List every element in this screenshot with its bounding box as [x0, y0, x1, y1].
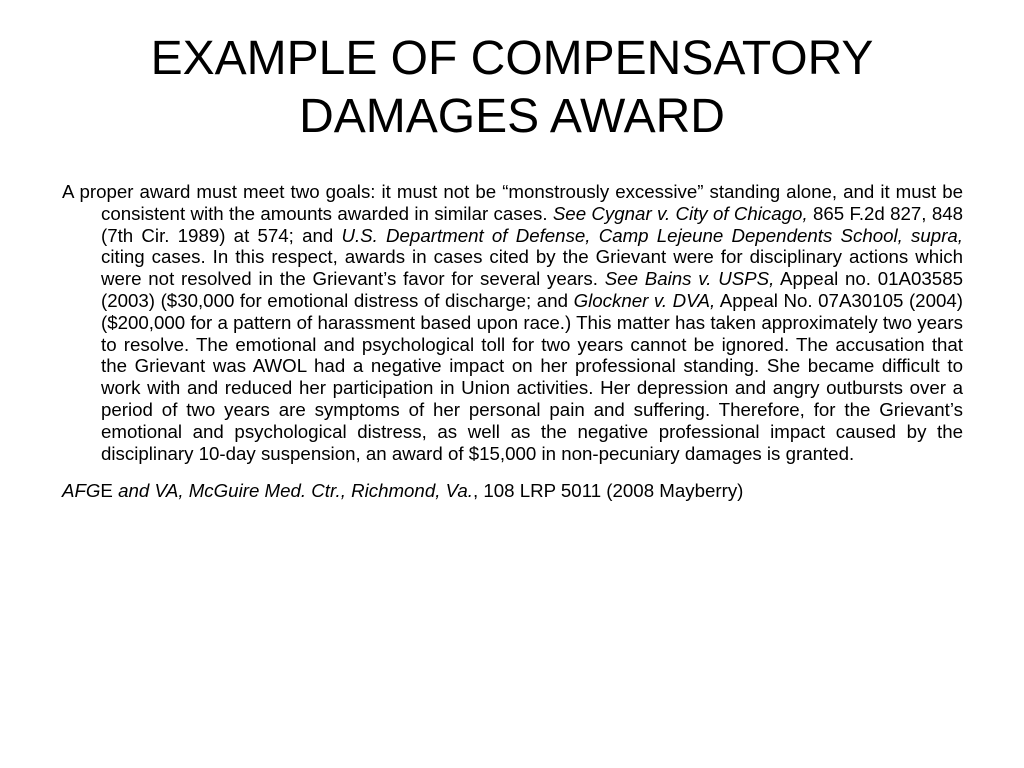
camp-lejeune-text: citing cases. In this respect, awards in cases cited by the Grievant were for disciplinary actions which were not resolved in the Grievant’s favor for several years. [101, 246, 963, 290]
slide-body [62, 181, 963, 502]
citation-ctr: tr., R [324, 480, 365, 502]
source-citation [62, 480, 963, 502]
citation-va-mcguire: and VA, McGuire Med. C [112, 480, 325, 502]
slide-title: EXAMPLE OF COMPENSATORY DAMAGES AWARD [150, 32, 874, 143]
case-glockner: Glockner v. DVA, [573, 289, 716, 311]
citation-afge: AFG [62, 480, 101, 502]
bains-text: Appeal no. 01A03585 (2003) ($30,000 for emotional distress of discharge; and [101, 268, 963, 311]
paragraph-sentence-1: A proper award must meet two goals: it must not be “monstrously excessive” standing alone, and it must be consistent with the amounts awarded in similar cases. [62, 181, 963, 224]
see-signal: See [552, 202, 587, 224]
case-cygnar: Cygnar v. City of Chicago, [586, 202, 808, 224]
citation-richmond: ichmond, Va. [364, 480, 473, 502]
glockner-text: Appeal No. 07A30105 (2004) ($200,000 for a pattern of harassment based upon race.) This matter has taken approximately two years to resolve. The emotional and psychological toll for two years cannot be ignored. The accusation that the Grievant was AWOL had a negative impact on her professional standing. She became difficult to work with and reduced her participation in Union activities. Her depression and angry outbursts over a period of two years are symptoms of her personal pain and suffering. Therefore, for the Grievant’s emotional and psychological distress, as well as the negative professional impact caused by the disciplinary 10-day suspension, an award of $15,000 in non-pecuniary damages is granted. [101, 289, 963, 464]
citation-e: E [100, 480, 113, 502]
case-bains: See Bains v. USPS, [604, 268, 775, 290]
citation-reporter: , 108 LRP 5011 (2008 Mayberry) [472, 480, 744, 502]
case-camp-lejeune: U.S. Department of Defense, Camp Lejeune Dependents School, supra, [341, 224, 963, 246]
cygnar-citation-text: 865 F.2d 827, 848 (7th Cir. 1989) at 574; and [101, 202, 964, 246]
body-paragraph [62, 181, 963, 464]
